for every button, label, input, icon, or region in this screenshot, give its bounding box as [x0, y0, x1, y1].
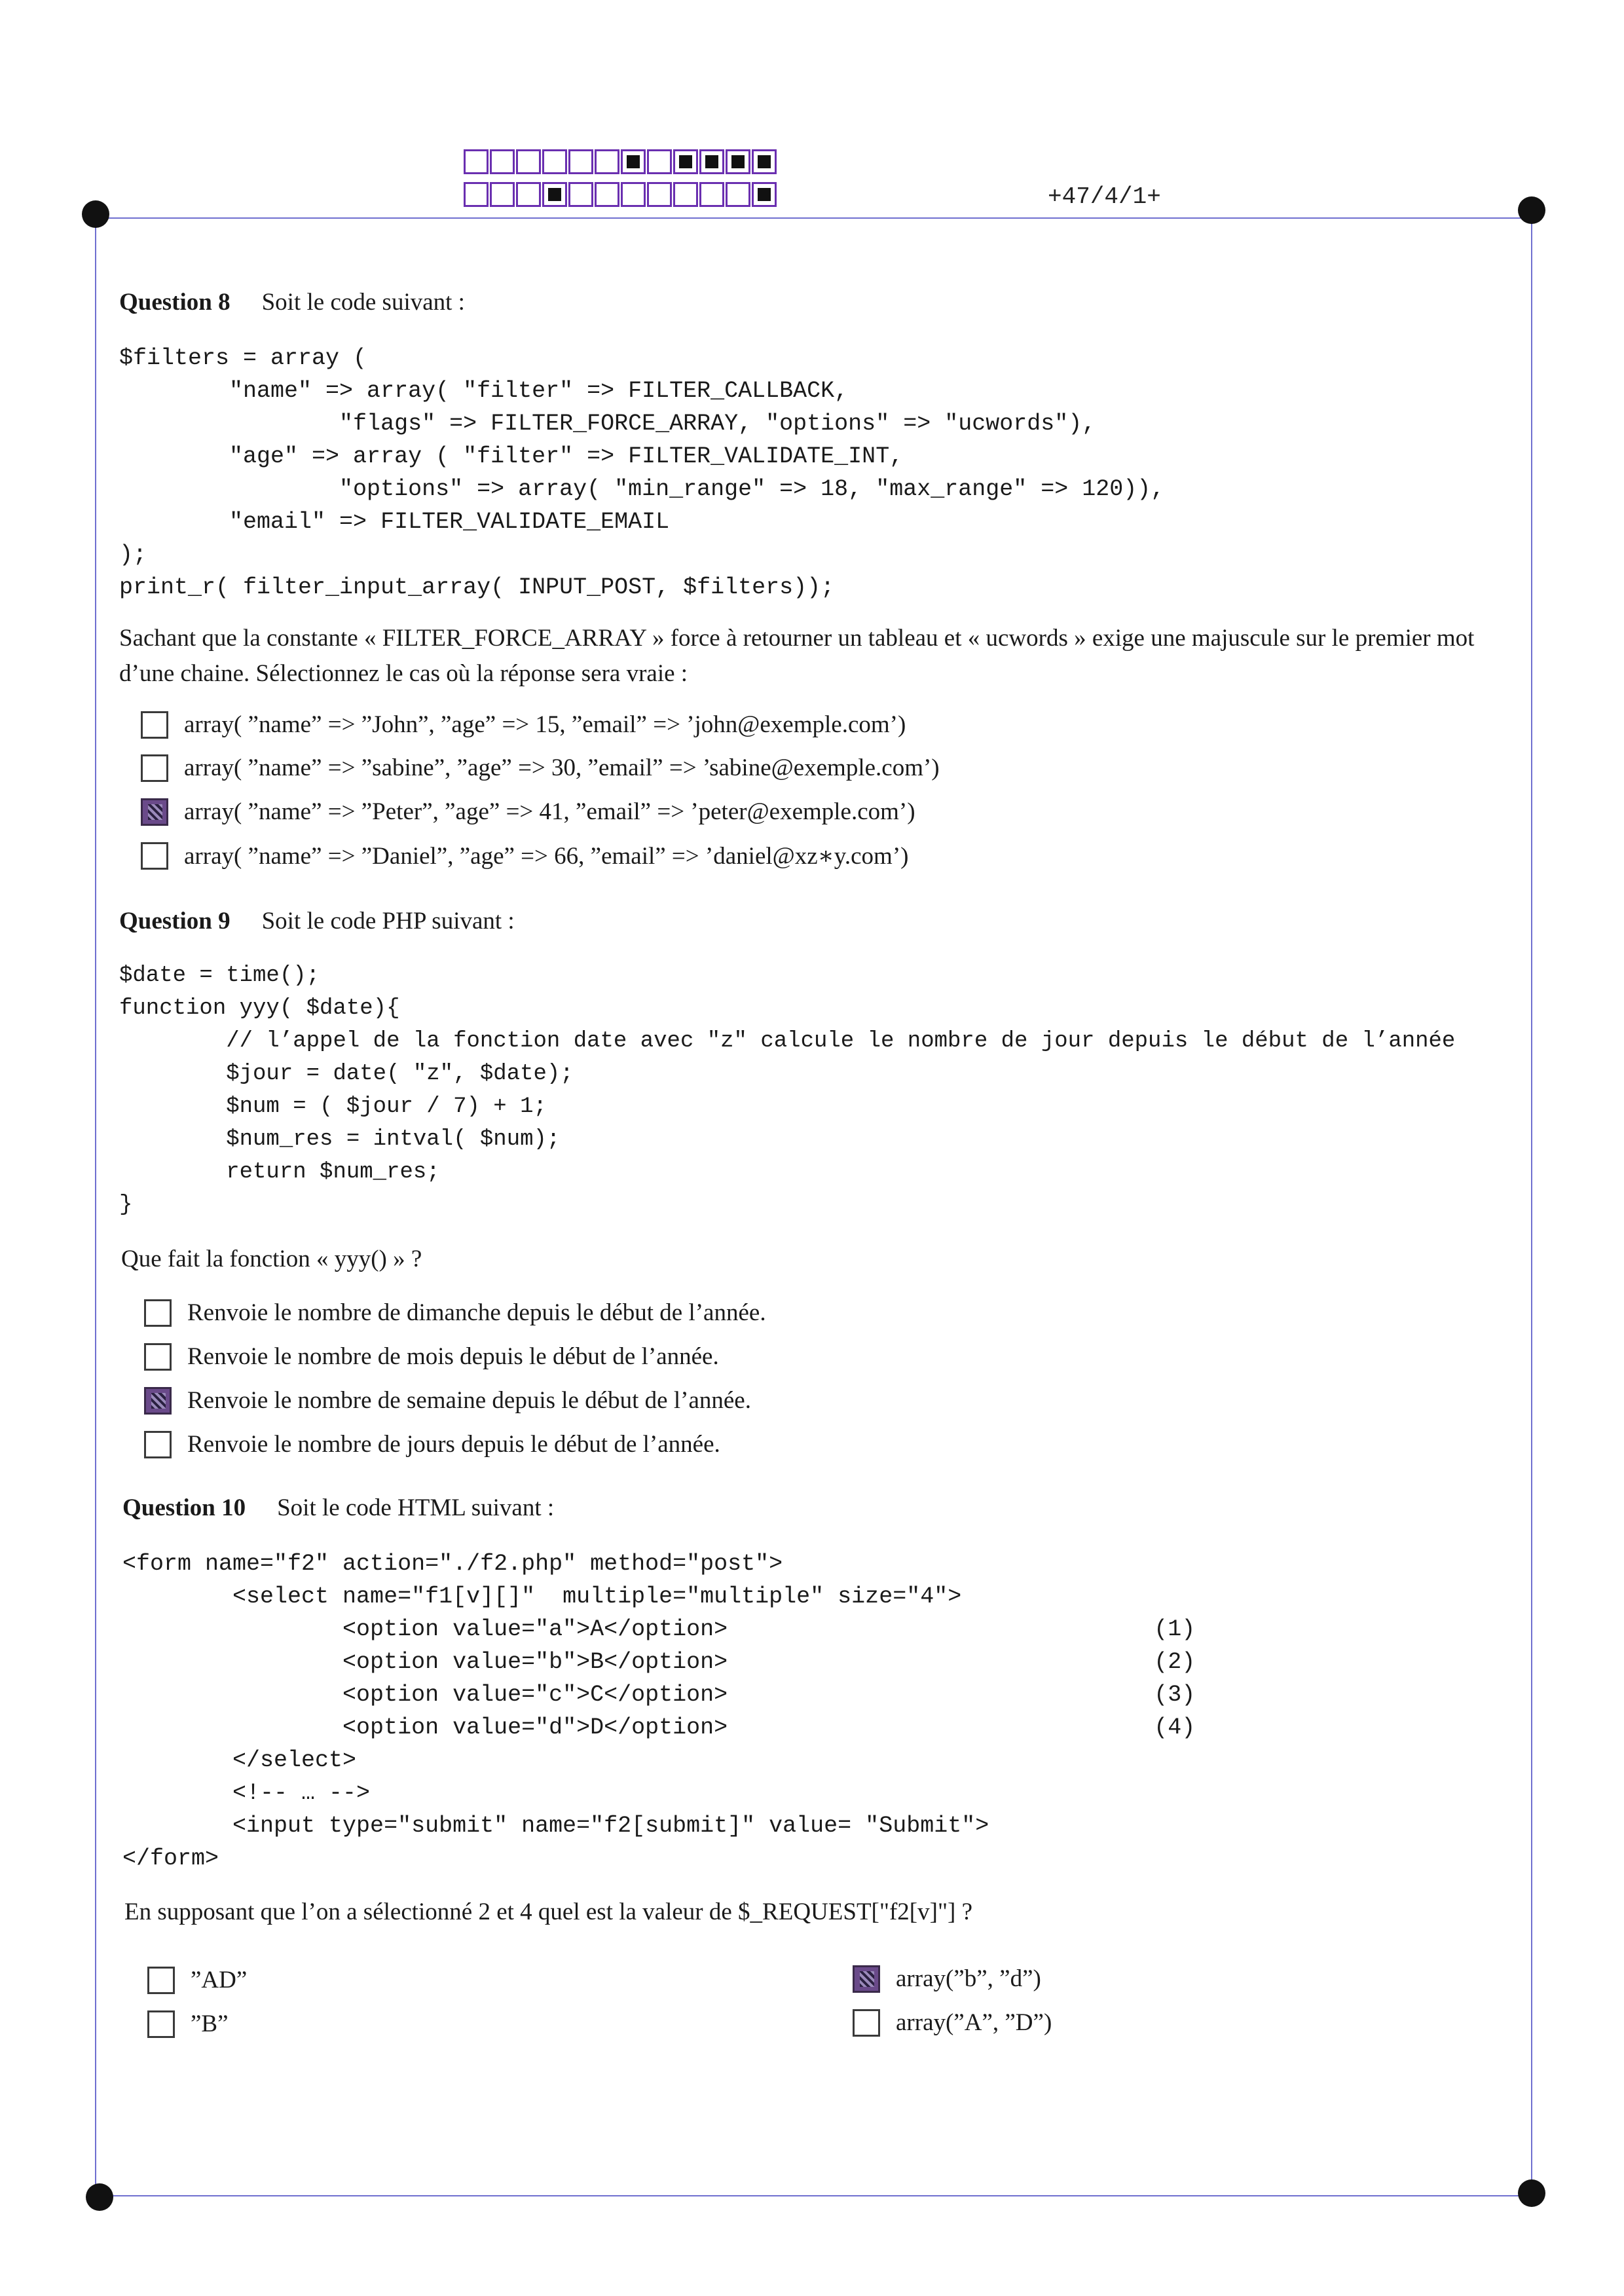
barcode-cell: [516, 149, 541, 174]
barcode-cell: [673, 149, 698, 174]
question-9-choice-2[interactable]: [144, 1342, 719, 1371]
question-10-text: En supposant que l’on a sélectionné 2 et 4 quel est la valeur de $_REQUEST["f2[v]"] ?: [124, 1898, 973, 1925]
question-10-choice-3[interactable]: [853, 1965, 1041, 1993]
question-8-choice-3[interactable]: [141, 798, 915, 826]
question-8-choice-1[interactable]: [141, 711, 906, 739]
checkbox[interactable]: [147, 1967, 175, 1994]
checkbox[interactable]: [147, 2010, 175, 2038]
barcode-cell: [726, 182, 750, 207]
choice-label: Renvoie le nombre de jours depuis le début de l’année.: [187, 1431, 720, 1458]
question-9-choice-3[interactable]: [144, 1386, 751, 1415]
checkbox[interactable]: [144, 1431, 172, 1458]
barcode-cell: [542, 182, 567, 207]
barcode-cell: [647, 182, 672, 207]
choice-label: array( ”name” => ”Daniel”, ”age” => 66, ”email” => ’daniel@xz∗y.com’): [184, 843, 909, 870]
question-8-text: Sachant que la constante « FILTER_FORCE_ARRAY » force à retourner un tableau et « ucwords » exige une majuscule sur le premier mot d’une chaine. Sélectionnez le cas où la réponse sera vraie :: [119, 625, 1475, 687]
question-8-header: [119, 288, 465, 316]
barcode-cell: [595, 182, 619, 207]
choice-label: ”AD”: [191, 1967, 248, 1993]
checkbox[interactable]: [141, 842, 168, 870]
barcode-cell: [647, 149, 672, 174]
checkbox[interactable]: [141, 711, 168, 739]
corner-mark-top-left: [82, 200, 109, 228]
barcode-cell: [699, 149, 724, 174]
question-prompt: Soit le code PHP suivant :: [261, 908, 515, 935]
barcode-cell: [568, 182, 593, 207]
page-id: +47/4/1+: [1048, 183, 1161, 210]
question-10-choice-4[interactable]: [853, 2009, 1052, 2037]
choice-label: ”B”: [191, 2010, 229, 2037]
checkbox-checked[interactable]: [141, 798, 168, 826]
question-9-code: $date = time(); function yyy( $date){ // l’appel de la fonction date avec "z" calcule le nombre de jour depuis le début de l’année $jour = date( "z", $date); $num = ( $jour / 7) + 1; $num_res = intval( $num); return $num_res; }: [119, 963, 1456, 1217]
corner-mark-bottom-right: [1518, 2179, 1545, 2207]
barcode-cell: [752, 149, 777, 174]
question-8-code: $filters = array ( "name" => array( "filter" => FILTER_CALLBACK, "flags" => FILTER_FORCE_ARRAY, "options" => "ucwords"), "age" => array ( "filter" => FILTER_VALIDATE_INT, "options" => array( "min_range" => 18, "max_range" => 120)), "email" => FILTER_VALIDATE_EMAIL ); print_r( filter_input_array( INPUT_POST, $filters));: [119, 345, 1165, 601]
choice-label: Renvoie le nombre de semaine depuis le début de l’année.: [187, 1387, 751, 1414]
corner-mark-top-right: [1518, 196, 1545, 224]
barcode-cell: [464, 149, 489, 174]
question-10-choice-2[interactable]: [147, 2010, 229, 2038]
question-8-choice-4[interactable]: [141, 842, 908, 870]
question-9-choice-4[interactable]: [144, 1430, 720, 1458]
barcode-cell: [490, 149, 515, 174]
barcode-cell: [490, 182, 515, 207]
question-9-text: Que fait la fonction « yyy() » ?: [121, 1246, 422, 1272]
barcode-cell: [673, 182, 698, 207]
choice-label: array( ”name” => ”sabine”, ”age” => 30, ”email” => ’sabine@exemple.com’): [184, 754, 940, 781]
checkbox-checked[interactable]: [144, 1387, 172, 1415]
question-10-choice-1[interactable]: [147, 1966, 247, 1994]
barcode-cell: [542, 149, 567, 174]
barcode-cell: [752, 182, 777, 207]
barcode-cell: [621, 182, 646, 207]
checkbox[interactable]: [141, 754, 168, 782]
question-10-header: [122, 1494, 554, 1522]
barcode-cell: [621, 149, 646, 174]
choice-label: Renvoie le nombre de mois depuis le début de l’année.: [187, 1343, 719, 1370]
barcode-cell: [595, 149, 619, 174]
choice-label: array(”b”, ”d”): [896, 1965, 1041, 1992]
question-number: Question 9: [119, 908, 231, 935]
checkbox[interactable]: [144, 1299, 172, 1327]
question-9-header: [119, 907, 515, 935]
barcode-cell: [726, 149, 750, 174]
question-8-choice-2[interactable]: [141, 754, 940, 782]
choice-label: array(”A”, ”D”): [896, 2009, 1052, 2036]
question-number: Question 10: [122, 1494, 246, 1521]
question-prompt: Soit le code HTML suivant :: [277, 1494, 555, 1521]
question-9-choice-1[interactable]: [144, 1299, 766, 1327]
barcode-row-1: [464, 149, 778, 174]
barcode-cell: [699, 182, 724, 207]
corner-mark-bottom-left: [86, 2183, 113, 2211]
barcode-cell: [464, 182, 489, 207]
choice-label: Renvoie le nombre de dimanche depuis le début de l’année.: [187, 1299, 766, 1326]
checkbox[interactable]: [853, 2009, 880, 2037]
question-10-code: <form name="f2" action="./f2.php" method="post"> <select name="f1[v][]" multiple="multiple" size="4"> <option value="a">A</option> (1) <option value="b">B</option> (2) <option value="c">C</option> (3) <option value="d">D</option> (4) </select> <!-- … --> <input type="submit" name="f2[submit]" value= "Submit"> </form>: [122, 1551, 1196, 1872]
question-number: Question 8: [119, 289, 231, 316]
choice-label: array( ”name” => ”Peter”, ”age” => 41, ”email” => ’peter@exemple.com’): [184, 798, 915, 825]
checkbox-checked[interactable]: [853, 1965, 880, 1993]
question-prompt: Soit le code suivant :: [261, 289, 465, 316]
barcode-cell: [516, 182, 541, 207]
checkbox[interactable]: [144, 1343, 172, 1371]
barcode-cell: [568, 149, 593, 174]
barcode-row-2: [464, 182, 778, 207]
choice-label: array( ”name” => ”John”, ”age” => 15, ”email” => ’john@exemple.com’): [184, 711, 906, 738]
